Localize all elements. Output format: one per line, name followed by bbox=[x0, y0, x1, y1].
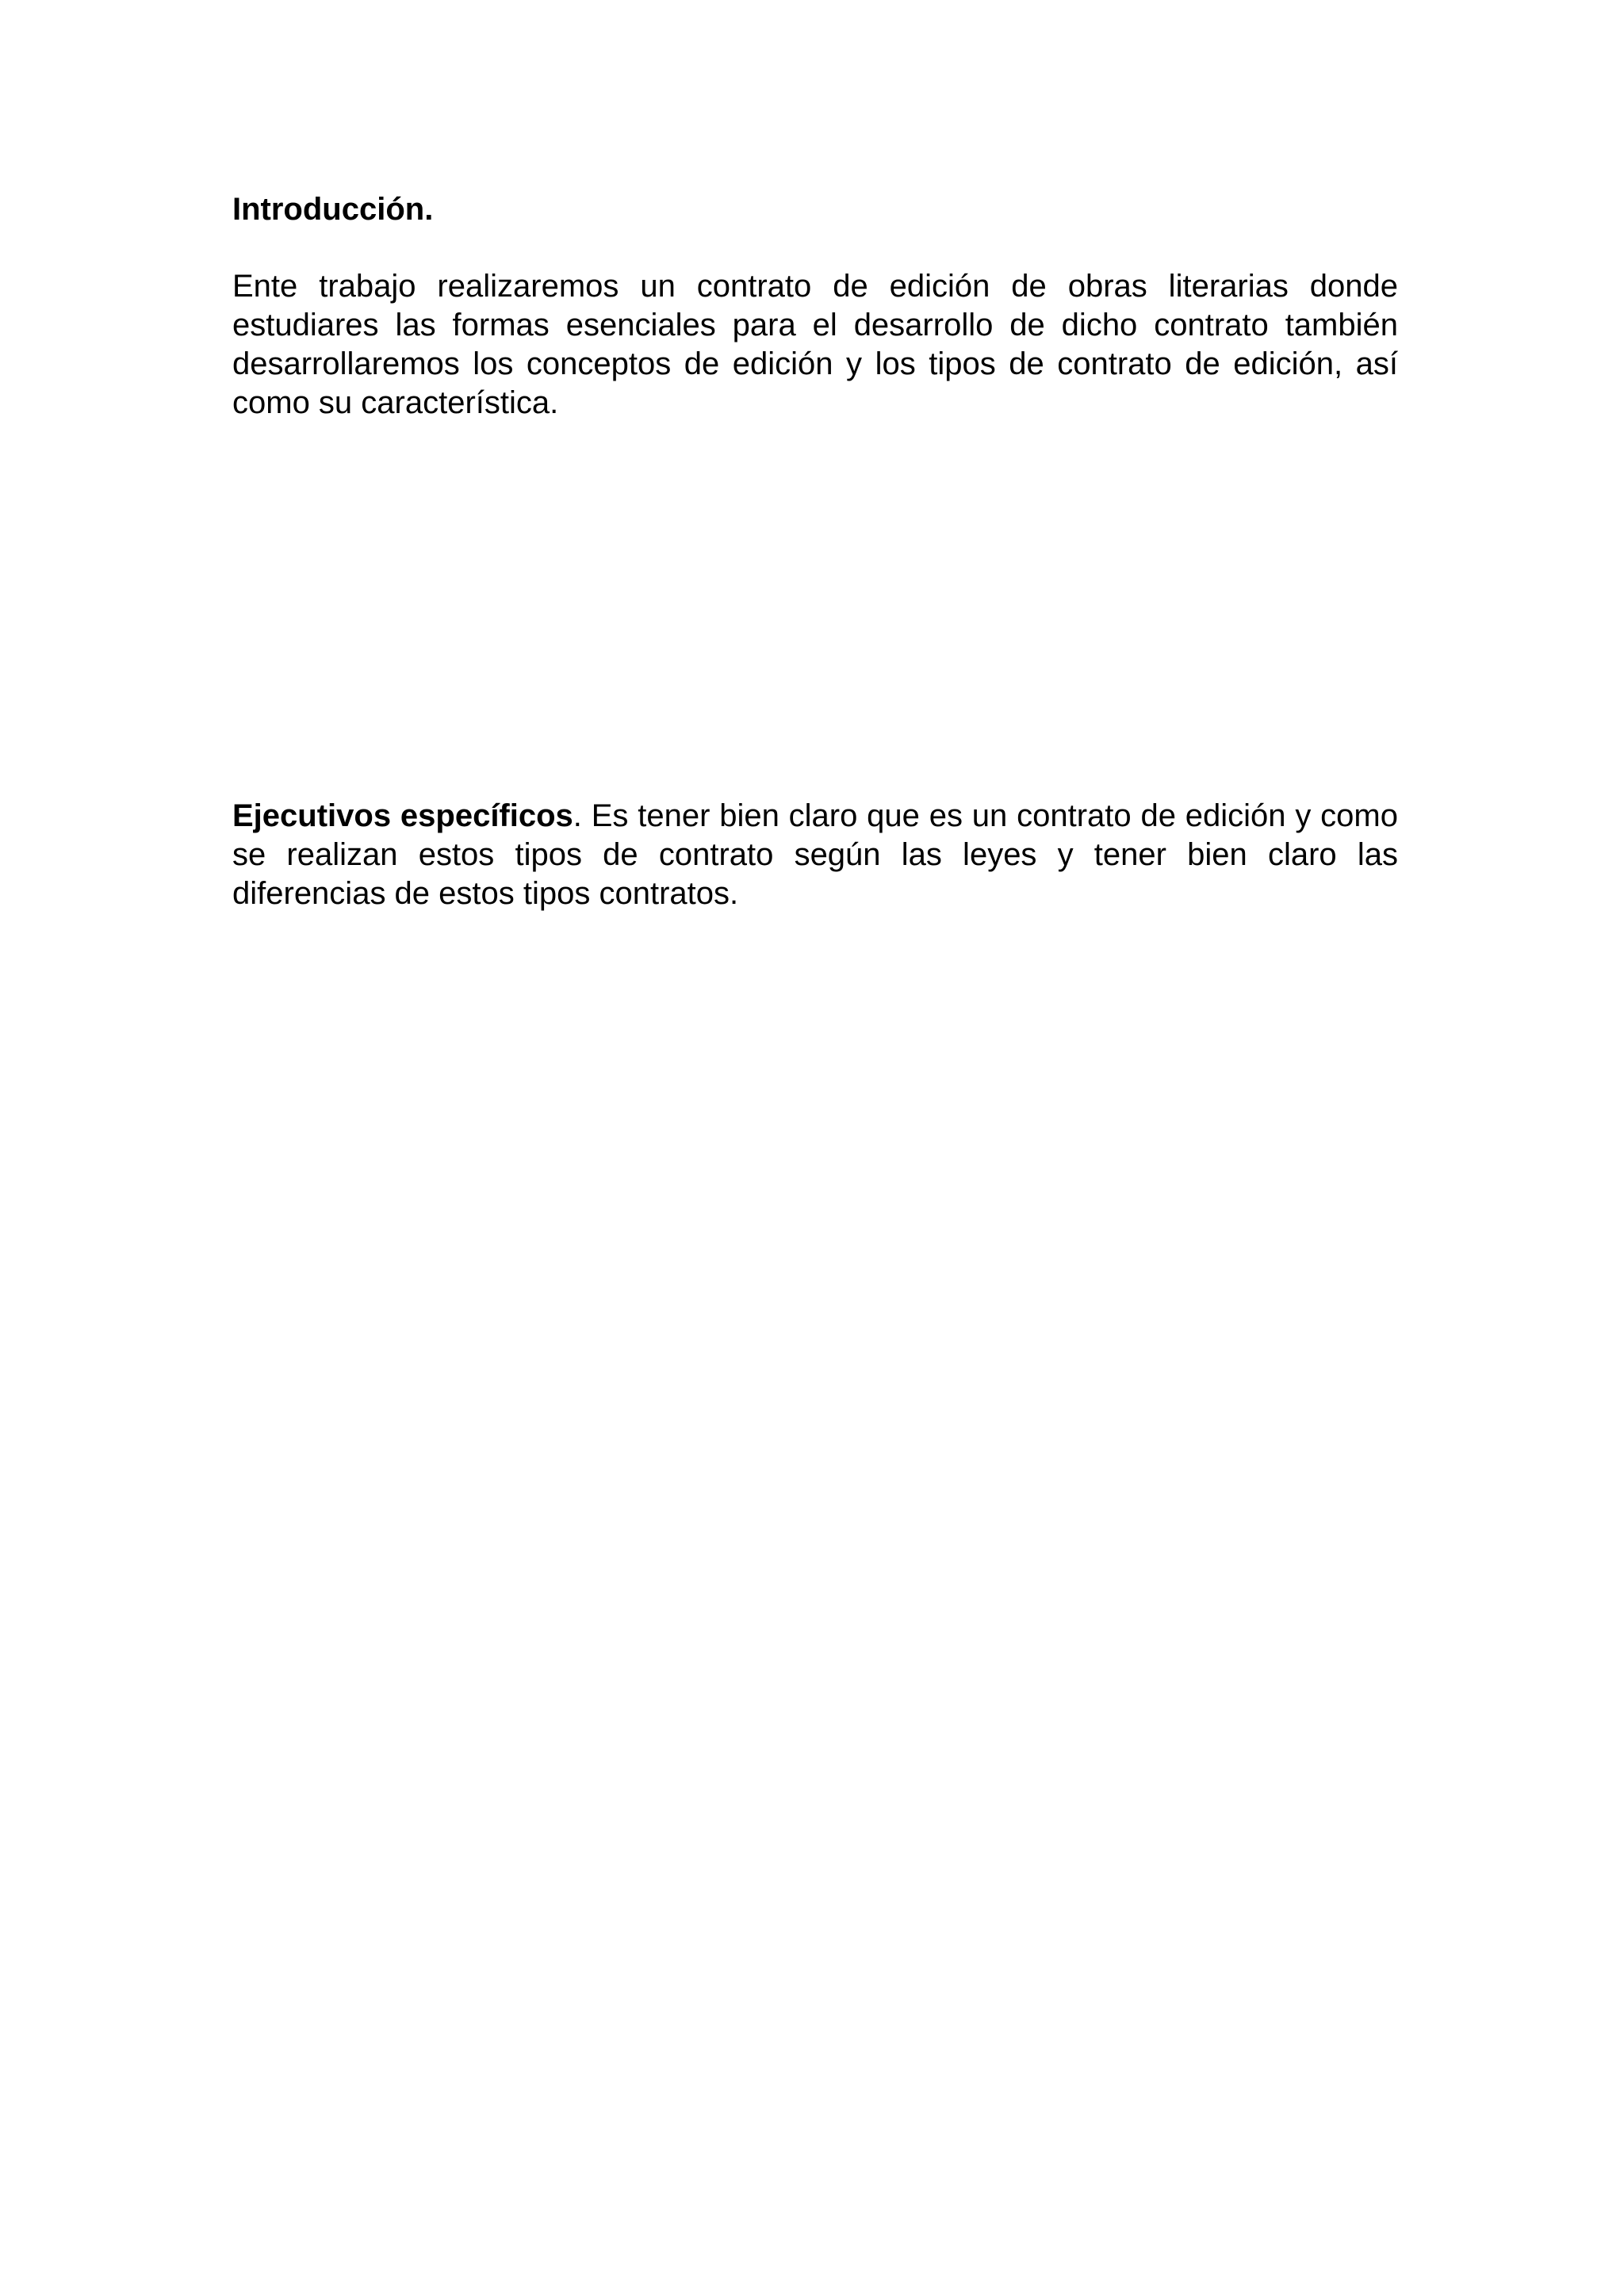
objectives-body: . Es tener bien claro que es un contrato de edición y como se realizan estos tipos de contrato según las leyes y tener bien claro las diferencias de estos tipos contratos. bbox=[232, 798, 1398, 911]
intro-paragraph: Ente trabajo realizaremos un contrato de edición de obras literarias donde estudiares las formas esenciales para el desarrollo de dicho contrato también desarrollaremos los conceptos de edición y los tipos de contrato de edición, así como su característica. bbox=[232, 269, 1398, 420]
intro-heading: Introducción. bbox=[232, 192, 434, 227]
objectives-term: Ejecutivos específicos bbox=[232, 798, 573, 833]
objectives-paragraph bbox=[232, 797, 1398, 913]
